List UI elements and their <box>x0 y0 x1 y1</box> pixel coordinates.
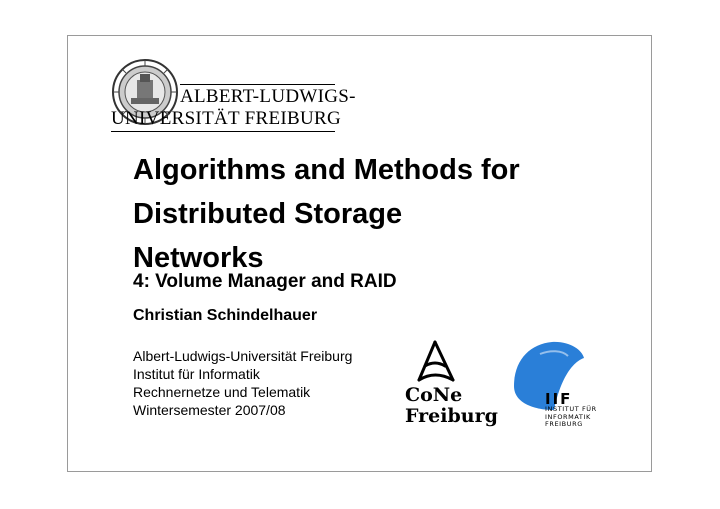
cone-logo-line2: Freiburg <box>405 405 498 427</box>
title-line: Networks <box>133 242 264 274</box>
slide-title <box>133 148 603 280</box>
title-line: Distributed Storage <box>133 198 403 230</box>
iif-sub-line: FREIBURG <box>545 420 583 428</box>
university-name-line2: UNIVERSITÄT FREIBURG <box>111 108 341 129</box>
affiliation-block <box>133 347 352 419</box>
university-rule-bottom <box>111 131 335 132</box>
affiliation-line: Rechnernetze und Telematik <box>133 384 311 400</box>
university-rule-top <box>180 84 335 85</box>
affiliation-line: Wintersemester 2007/08 <box>133 402 286 418</box>
affiliation-line: Albert-Ludwigs-Universität Freiburg <box>133 348 353 364</box>
title-line: Algorithms and Methods for <box>133 154 520 186</box>
university-name-line1: ALBERT-LUDWIGS- <box>180 86 356 107</box>
cone-logo-line1: CoNe <box>405 384 463 406</box>
cone-logo-text <box>405 385 498 427</box>
iif-logo-label: IIF <box>545 390 573 408</box>
iif-sub-line: INFORMATIK <box>545 412 591 421</box>
iif-logo-subtitle <box>545 406 597 429</box>
author-name: Christian Schindelhauer <box>133 307 318 324</box>
slide-subtitle: 4: Volume Manager and RAID <box>133 271 397 292</box>
iif-sub-line: INSTITUT FÜR <box>545 405 597 413</box>
affiliation-line: Institut für Informatik <box>133 366 260 382</box>
